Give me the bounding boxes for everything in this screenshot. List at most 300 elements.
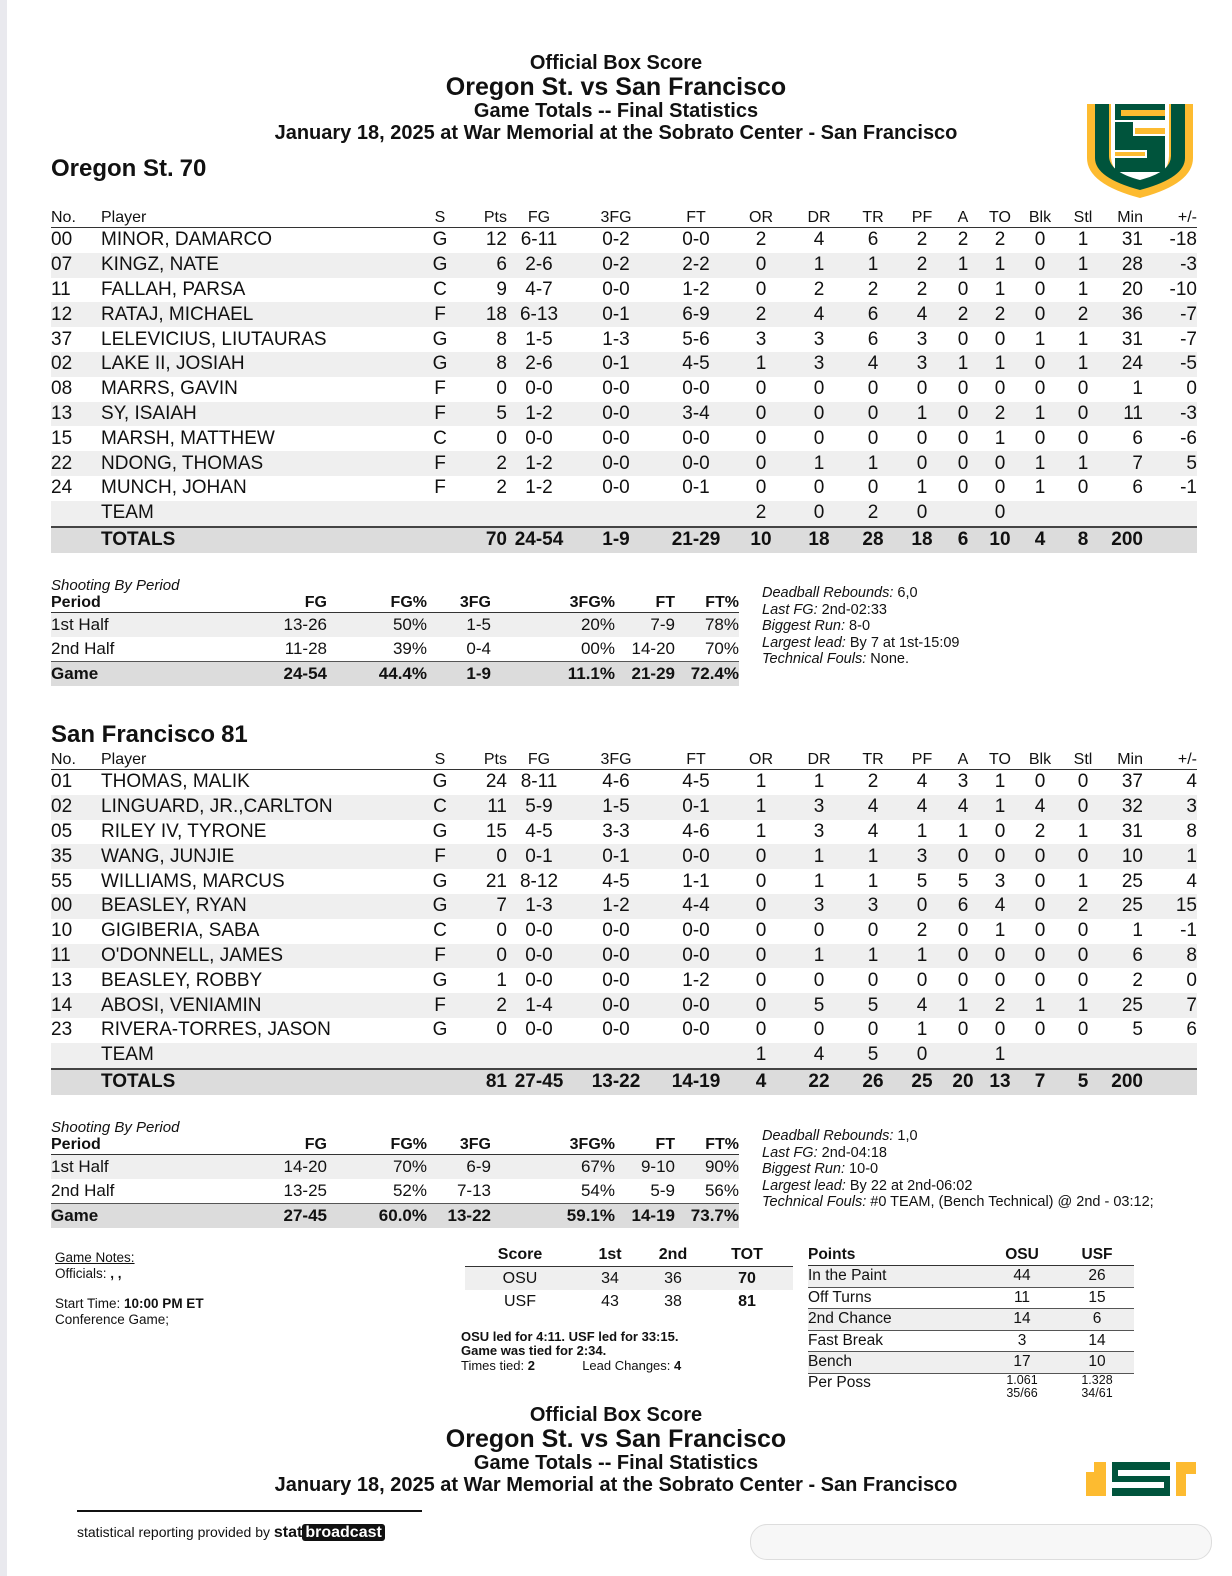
cell-a: 4 xyxy=(957,796,969,818)
total-stl: 5 xyxy=(1061,1069,1105,1095)
totals-row xyxy=(51,1069,1197,1095)
col-header-blk: Blk xyxy=(1019,205,1061,228)
cell-no: 13 xyxy=(51,402,73,424)
total-min: 200 xyxy=(1105,527,1143,553)
cell-pts: 0 xyxy=(496,920,507,942)
cell-plusminus: -3 xyxy=(1180,402,1197,424)
cell-no: 02 xyxy=(51,796,73,818)
shooting-cell: 20% xyxy=(491,613,615,638)
cell-pts: 8 xyxy=(496,328,507,350)
cell-player: RIVERA-TORRES, JASON xyxy=(101,1019,331,1041)
cell-pts: 9 xyxy=(496,278,507,300)
cell-fg: 8-11 xyxy=(520,771,558,793)
cell-to: 0 xyxy=(994,820,1006,842)
shooting-cell: 72.4% xyxy=(675,662,739,687)
cell-player: BEASLEY, RYAN xyxy=(101,895,247,917)
total-a: 6 xyxy=(945,527,981,553)
shooting-cell: 6-9 xyxy=(427,1155,491,1180)
cell-a: 0 xyxy=(957,969,969,991)
note-line xyxy=(762,602,1162,619)
game-notes-osu xyxy=(762,585,1162,668)
cell-pos: F xyxy=(434,402,446,424)
cell-ft: 4-4 xyxy=(682,895,710,917)
cell-no: 07 xyxy=(51,254,73,276)
cell-pf: 0 xyxy=(916,452,928,474)
cell-blk: 0 xyxy=(1034,845,1046,867)
score-row xyxy=(465,1267,793,1291)
lead-changes-label: Lead Changes: xyxy=(582,1357,671,1373)
start-time-value: 10:00 PM ET xyxy=(124,1296,204,1312)
cell-dr: 0 xyxy=(813,969,825,991)
cell-to: 2 xyxy=(994,402,1006,424)
col-header-or: OR xyxy=(731,747,791,770)
cell-dr: 0 xyxy=(813,1019,825,1041)
cell-to: 0 xyxy=(994,452,1006,474)
shooting-header: FG xyxy=(169,594,327,613)
note-label: Last FG: xyxy=(762,1144,818,1161)
cell-to: 1 xyxy=(994,920,1006,942)
cell-stl: 0 xyxy=(1077,771,1089,793)
cell-ft: 4-5 xyxy=(682,771,710,793)
cell-3fg: 0-0 xyxy=(602,920,630,942)
shooting-cell: 14-19 xyxy=(615,1204,675,1229)
points-row xyxy=(808,1309,1134,1331)
cell-stl: 1 xyxy=(1077,353,1089,375)
cell-min: 5 xyxy=(1132,1019,1143,1041)
cell-min xyxy=(1105,1043,1143,1069)
cell-tr: 0 xyxy=(867,969,879,991)
cell-or: 1 xyxy=(755,353,767,375)
cell-plusminus: 0 xyxy=(1186,969,1197,991)
cell-player: KINGZ, NATE xyxy=(101,254,219,276)
cell-no xyxy=(51,1043,101,1069)
col-header-3fg: 3FG xyxy=(571,205,661,228)
total-pf: 25 xyxy=(899,1069,945,1095)
cell-min: 31 xyxy=(1121,229,1143,251)
cell-no: 37 xyxy=(51,328,73,350)
cell-fg: 0-0 xyxy=(525,1019,553,1041)
shooting-cell: 73.7% xyxy=(675,1204,739,1229)
report-footer-header xyxy=(0,1405,1232,1495)
cell-plusminus: 8 xyxy=(1186,944,1197,966)
cell-plusminus: -1 xyxy=(1180,920,1197,942)
cell-or: 0 xyxy=(755,278,767,300)
col-header-tr: TR xyxy=(847,747,899,770)
cell-blk: 0 xyxy=(1034,229,1046,251)
game-notes xyxy=(55,1250,204,1327)
cell-ft: 0-1 xyxy=(682,796,710,818)
shooting-cell: 1-5 xyxy=(427,613,491,638)
cell-plusminus xyxy=(1143,1043,1197,1069)
cell-player: TEAM xyxy=(101,502,154,524)
cell-plusminus xyxy=(1143,501,1197,527)
credit-text: statistical reporting provided by xyxy=(77,1524,270,1540)
cell-pts: 0 xyxy=(496,944,507,966)
shooting-caption: Shooting By Period xyxy=(51,1119,180,1136)
col-header-pts: Pts xyxy=(459,747,507,770)
cell-3fg: 0-0 xyxy=(602,427,630,449)
total-no xyxy=(51,527,101,553)
cell-player: MARRS, GAVIN xyxy=(101,378,238,400)
note-line xyxy=(762,651,1162,668)
cell-min: 6 xyxy=(1132,944,1143,966)
shooting-by-period-osu xyxy=(51,577,739,686)
cell-plusminus: 1 xyxy=(1186,845,1197,867)
shooting-cell: Game xyxy=(51,1204,169,1229)
brand-stat: stat xyxy=(273,1524,303,1541)
usf-wordmark-logo xyxy=(1086,1460,1196,1498)
box-score-usf xyxy=(51,747,1197,1095)
cell-fg: 6-13 xyxy=(519,303,559,325)
cell-tr: 6 xyxy=(867,229,879,251)
col-header-pf: PF xyxy=(899,205,945,228)
cell-to: 4 xyxy=(994,895,1006,917)
player-row xyxy=(51,327,1197,352)
cell-ft: 0-0 xyxy=(682,920,710,942)
cell-min: 24 xyxy=(1121,353,1143,375)
cell-or: 0 xyxy=(755,895,767,917)
cell-tr: 3 xyxy=(867,895,879,917)
cell-stl: 1 xyxy=(1077,820,1089,842)
cell-pos: C xyxy=(433,278,447,300)
cell-3fg: 0-0 xyxy=(602,1019,630,1041)
cell-fg xyxy=(507,1043,571,1069)
team-score: 81 xyxy=(221,721,248,748)
total-pts: 81 xyxy=(459,1069,507,1095)
shooting-header: 3FG xyxy=(427,1136,491,1155)
cell-pts: 1 xyxy=(496,969,507,991)
cell-fg: 1-4 xyxy=(525,994,553,1016)
note-value: 8-0 xyxy=(845,618,871,635)
cell-pos: F xyxy=(434,378,446,400)
cell-a: 1 xyxy=(957,994,969,1016)
player-row xyxy=(51,993,1197,1018)
shooting-header: 3FG% xyxy=(491,1136,615,1155)
cell-blk: 0 xyxy=(1034,278,1046,300)
cell-to: 1 xyxy=(994,1044,1006,1066)
shooting-cell: 27-45 xyxy=(169,1204,327,1229)
team-name: San Francisco xyxy=(51,721,216,748)
cell-pf: 2 xyxy=(916,254,928,276)
cell-to: 1 xyxy=(994,254,1006,276)
per-poss-row xyxy=(808,1373,1134,1400)
note-value: #0 TEAM, (Bench Technical) @ 2nd - 03:12; xyxy=(866,1194,1154,1211)
shooting-cell: 0-4 xyxy=(466,639,491,658)
total-or: 10 xyxy=(731,527,791,553)
points-cell: 6 xyxy=(1060,1309,1134,1331)
shooting-cell: 13-22 xyxy=(427,1204,491,1229)
cell-blk: 0 xyxy=(1034,353,1046,375)
shooting-cell: 59.1% xyxy=(491,1204,615,1229)
score-by-half xyxy=(465,1244,793,1313)
shooting-header: FG% xyxy=(327,594,427,613)
cell-pf: 1 xyxy=(916,944,928,966)
cell-stl: 1 xyxy=(1077,328,1089,350)
shooting-cell: 2nd Half xyxy=(51,1181,115,1200)
cell-fg: 0-0 xyxy=(525,969,553,991)
cell-blk: 1 xyxy=(1034,452,1046,474)
cell-fg: 8-12 xyxy=(519,870,559,892)
player-row xyxy=(51,844,1197,869)
note-label: Biggest Run: xyxy=(762,1161,846,1178)
cell-a: 0 xyxy=(957,278,969,300)
cell-tr: 2 xyxy=(867,502,879,524)
score-cell: 70 xyxy=(701,1267,793,1291)
total-fg: 24-54 xyxy=(507,527,571,553)
cell-min: 25 xyxy=(1121,895,1143,917)
cell-or: 0 xyxy=(755,402,767,424)
cell-blk: 1 xyxy=(1034,402,1046,424)
cell-or: 2 xyxy=(755,502,767,524)
cell-player: ABOSI, VENIAMIN xyxy=(101,994,262,1016)
note-line xyxy=(762,1178,1162,1195)
cell-pos: C xyxy=(433,920,447,942)
cell-stl: 0 xyxy=(1077,920,1089,942)
shooting-cell: 13-26 xyxy=(169,613,327,638)
per-poss-rate: 1.328 xyxy=(1081,1372,1113,1387)
cell-tr: 0 xyxy=(867,1019,879,1041)
shooting-header: FT xyxy=(615,1136,675,1155)
cell-dr: 0 xyxy=(813,920,825,942)
cell-or: 0 xyxy=(755,870,767,892)
cell-no: 02 xyxy=(51,353,73,375)
cell-plusminus: -10 xyxy=(1169,278,1197,300)
col-header-stl: Stl xyxy=(1061,747,1105,770)
cell-to: 3 xyxy=(994,870,1006,892)
col-header-blk: Blk xyxy=(1019,747,1061,770)
cell-3fg: 0-2 xyxy=(602,229,630,251)
times-tied-value: 2 xyxy=(527,1357,535,1373)
player-row xyxy=(51,869,1197,894)
cell-stl: 1 xyxy=(1077,994,1089,1016)
shooting-cell: 24-54 xyxy=(169,662,327,687)
cell-to: 1 xyxy=(994,796,1006,818)
cell-3fg: 0-2 xyxy=(602,254,630,276)
cell-pts: 0 xyxy=(496,1019,507,1041)
shooting-cell: 11-28 xyxy=(284,639,327,658)
shooting-row xyxy=(51,1155,739,1180)
total-3fg: 13-22 xyxy=(571,1069,661,1095)
date-venue: January 18, 2025 at War Memorial at the Sobrato Center - San Francisco xyxy=(274,122,958,144)
cell-to: 0 xyxy=(994,477,1006,499)
player-row xyxy=(51,228,1197,253)
cell-pos: G xyxy=(432,771,448,793)
note-line xyxy=(762,1145,1162,1162)
per-poss-value xyxy=(984,1373,1060,1400)
col-header-min: Min xyxy=(1105,747,1143,770)
shooting-cell: 11.1% xyxy=(491,662,615,687)
cell-plusminus: -7 xyxy=(1180,303,1197,325)
shooting-header: FG% xyxy=(327,1136,427,1155)
player-row xyxy=(51,795,1197,820)
cell-pf: 4 xyxy=(916,994,928,1016)
cell-tr: 0 xyxy=(867,477,879,499)
team-title-usf xyxy=(51,721,248,749)
col-header-ft: FT xyxy=(661,747,731,770)
total-ft: 21-29 xyxy=(661,527,731,553)
cell-to: 2 xyxy=(994,303,1006,325)
cell-plusminus: 0 xyxy=(1186,378,1197,400)
cell-plusminus: 8 xyxy=(1186,820,1197,842)
total-tr: 28 xyxy=(847,527,899,553)
cell-stl xyxy=(1061,501,1105,527)
per-poss-fraction: 35/66 xyxy=(1006,1385,1038,1400)
points-cell: In the Paint xyxy=(808,1266,984,1288)
cell-plusminus: -6 xyxy=(1180,427,1197,449)
cell-dr: 1 xyxy=(813,944,825,966)
player-row xyxy=(51,426,1197,451)
points-cell: 17 xyxy=(984,1352,1060,1374)
cell-pts xyxy=(459,501,507,527)
total-plusminus xyxy=(1143,527,1197,553)
note-line xyxy=(762,1161,1162,1178)
cell-no: 10 xyxy=(51,920,73,942)
lead-line-1: OSU led for 4:11. USF led for 33:15. xyxy=(461,1329,679,1344)
cell-fg: 1-2 xyxy=(525,402,553,424)
cell-dr: 4 xyxy=(813,303,825,325)
cell-pos: G xyxy=(432,820,448,842)
shooting-header: 3FG xyxy=(427,594,491,613)
total-plusminus xyxy=(1143,1069,1197,1095)
total-pf: 18 xyxy=(899,527,945,553)
cell-3fg: 0-0 xyxy=(602,969,630,991)
cell-pf: 0 xyxy=(916,969,928,991)
cell-blk: 4 xyxy=(1034,796,1046,818)
cell-or: 1 xyxy=(755,820,767,842)
cell-no: 00 xyxy=(51,229,73,251)
cell-pos: G xyxy=(432,1019,448,1041)
cell-pts: 11 xyxy=(487,796,507,818)
cell-a: 0 xyxy=(957,477,969,499)
player-row xyxy=(51,894,1197,919)
player-row xyxy=(51,1018,1197,1043)
cell-fg: 1-5 xyxy=(525,328,553,350)
report-subtitle: Game Totals -- Final Statistics xyxy=(473,100,759,122)
date-venue: January 18, 2025 at War Memorial at the Sobrato Center - San Francisco xyxy=(274,1474,958,1496)
shooting-row xyxy=(51,662,739,687)
points-cell: 15 xyxy=(1060,1287,1134,1309)
points-cell: 14 xyxy=(1060,1330,1134,1352)
brand-broadcast: broadcast xyxy=(302,1524,384,1541)
cell-tr: 6 xyxy=(867,328,879,350)
cell-player: THOMAS, MALIK xyxy=(101,771,250,793)
cell-a: 1 xyxy=(957,820,969,842)
cell-3fg: 4-6 xyxy=(602,771,630,793)
points-cell: 44 xyxy=(984,1266,1060,1288)
col-header-pf: PF xyxy=(899,747,945,770)
left-edge xyxy=(0,0,7,1576)
col-header-tr: TR xyxy=(847,205,899,228)
per-poss-label: Per Poss xyxy=(808,1373,871,1391)
cell-pts: 6 xyxy=(496,254,507,276)
cell-min: 31 xyxy=(1121,328,1143,350)
officials-line xyxy=(55,1266,204,1282)
cell-fg: 0-0 xyxy=(525,920,553,942)
shooting-header: FT% xyxy=(675,1136,739,1155)
score-header: Score xyxy=(465,1244,575,1267)
officials-value: , , xyxy=(106,1265,122,1281)
cell-plusminus: 4 xyxy=(1186,771,1197,793)
col-header-pos: S xyxy=(421,747,459,770)
cell-ft: 0-0 xyxy=(682,229,710,251)
cell-a: 0 xyxy=(957,402,969,424)
cell-3fg: 0-0 xyxy=(602,452,630,474)
team-title-osu xyxy=(51,155,206,183)
cell-a: 3 xyxy=(957,771,969,793)
start-time-line xyxy=(55,1296,204,1312)
shooting-cell: 1st Half xyxy=(51,1155,169,1180)
cell-tr: 4 xyxy=(867,820,879,842)
cell-plusminus: 6 xyxy=(1186,1019,1197,1041)
cell-pf: 0 xyxy=(916,378,928,400)
cell-a: 0 xyxy=(957,427,969,449)
cell-tr: 4 xyxy=(867,353,879,375)
points-header: OSU xyxy=(984,1244,1060,1266)
cell-stl: 0 xyxy=(1077,796,1089,818)
note-label: Largest lead: xyxy=(762,634,846,651)
note-label: Last FG: xyxy=(762,601,818,618)
cell-fg: 0-0 xyxy=(525,427,553,449)
cell-ft: 1-2 xyxy=(682,278,710,300)
total-to: 13 xyxy=(981,1069,1019,1095)
points-header: USF xyxy=(1060,1244,1134,1266)
cell-fg: 6-11 xyxy=(520,229,558,251)
cell-stl xyxy=(1061,1043,1105,1069)
cell-dr: 0 xyxy=(813,477,825,499)
cell-or: 0 xyxy=(755,254,767,276)
cell-pts: 8 xyxy=(496,353,507,375)
cell-blk: 0 xyxy=(1034,771,1046,793)
cell-stl: 0 xyxy=(1077,969,1089,991)
points-row xyxy=(808,1352,1134,1374)
shooting-cell: 54% xyxy=(580,1181,615,1200)
cell-no: 13 xyxy=(51,969,73,991)
cell-min: 6 xyxy=(1132,477,1143,499)
totals-row xyxy=(51,527,1197,553)
matchup-title: Oregon St. vs San Francisco xyxy=(445,1425,787,1453)
total-stl: 8 xyxy=(1061,527,1105,553)
col-header-stl: Stl xyxy=(1061,205,1105,228)
cell-player: RATAJ, MICHAEL xyxy=(101,303,254,325)
cell-tr: 1 xyxy=(867,870,879,892)
cell-no: 55 xyxy=(51,870,73,892)
cell-fg: 2-6 xyxy=(525,254,553,276)
cell-a: 0 xyxy=(957,378,969,400)
watermark-bar xyxy=(750,1524,1212,1560)
cell-or: 0 xyxy=(755,477,767,499)
cell-dr: 3 xyxy=(813,820,825,842)
lead-line-2: Game was tied for 2:34. xyxy=(461,1343,607,1359)
col-header-dr: DR xyxy=(791,747,847,770)
cell-min xyxy=(1105,501,1143,527)
cell-plusminus: -18 xyxy=(1169,229,1197,251)
cell-pf: 0 xyxy=(916,502,928,524)
cell-stl: 0 xyxy=(1077,427,1089,449)
points-cell: 26 xyxy=(1060,1266,1134,1288)
cell-ft: 0-0 xyxy=(682,1019,710,1041)
cell-3fg: 4-5 xyxy=(602,870,630,892)
cell-player: SY, ISAIAH xyxy=(101,402,197,424)
note-label: Deadball Rebounds: xyxy=(762,1128,894,1144)
points-row xyxy=(808,1266,1134,1288)
cell-player: GIGIBERIA, SABA xyxy=(101,920,260,942)
player-row xyxy=(51,402,1197,427)
note-value: By 7 at 1st-15:09 xyxy=(845,634,960,651)
cell-tr: 0 xyxy=(867,378,879,400)
cell-dr: 1 xyxy=(813,452,825,474)
cell-ft: 4-5 xyxy=(682,353,710,375)
cell-blk xyxy=(1019,501,1061,527)
